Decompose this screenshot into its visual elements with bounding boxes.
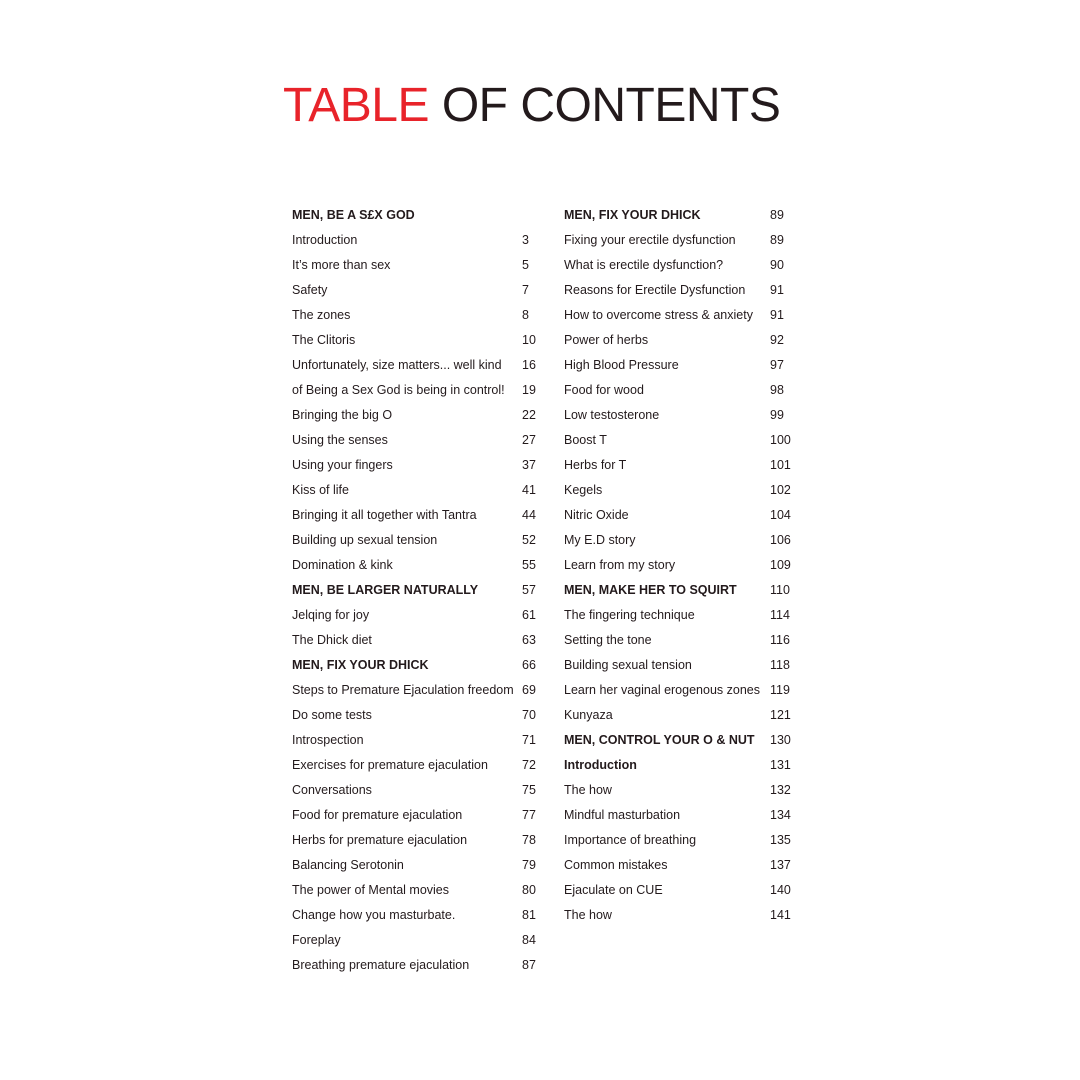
toc-entry — [564, 627, 796, 652]
toc-entry — [292, 552, 542, 577]
toc-page-number: 16 — [522, 357, 536, 372]
toc-page-number: 118 — [770, 657, 790, 672]
toc-entry — [292, 402, 542, 427]
toc-entry-label: Steps to Premature Ejaculation freedom — [292, 682, 514, 697]
toc-entry — [564, 852, 796, 877]
toc-entry-label: Bringing it all together with Tantra — [292, 507, 477, 522]
toc-entry-label: MEN, BE LARGER NATURALLY — [292, 582, 479, 597]
toc-entry-label: High Blood Pressure — [564, 357, 679, 372]
toc-entry-label: Unfortunately, size matters... well kind — [292, 357, 502, 372]
toc-entry — [564, 827, 796, 852]
toc-page-number: 89 — [770, 232, 784, 247]
toc-entry — [292, 852, 542, 877]
toc-page-number: 8 — [522, 307, 529, 322]
toc-entry-label: Food for wood — [564, 382, 644, 397]
toc-entry-label: Safety — [292, 282, 328, 297]
toc-entry-label: Domination & kink — [292, 557, 393, 572]
toc-entry-label: Kiss of life — [292, 482, 349, 497]
toc-entry — [564, 252, 796, 277]
toc-page-number: 61 — [522, 607, 536, 622]
toc-page-number: 79 — [522, 857, 536, 872]
toc-entry-label: Building sexual tension — [564, 657, 692, 672]
toc-page-number: 106 — [770, 532, 791, 547]
toc-entry-label: Nitric Oxide — [564, 507, 629, 522]
toc-entry-label: Using your fingers — [292, 457, 393, 472]
toc-entry — [564, 877, 796, 902]
toc-entry — [564, 452, 796, 477]
toc-entry-label: Breathing premature ejaculation — [292, 957, 470, 972]
toc-entry — [564, 227, 796, 252]
toc-entry — [292, 377, 542, 402]
toc-entry-label: Introduction — [292, 232, 358, 247]
toc-entry — [292, 327, 542, 352]
toc-page-number: 80 — [522, 882, 536, 897]
toc-section-heading — [292, 577, 542, 602]
toc-entry — [292, 777, 542, 802]
toc-page-number: 141 — [770, 907, 791, 922]
toc-page-number: 72 — [522, 757, 536, 772]
toc-section-heading — [564, 577, 796, 602]
toc-page-number: 10 — [522, 332, 536, 347]
toc-entry — [564, 702, 796, 727]
toc-entry — [292, 252, 542, 277]
toc-page-number: 91 — [770, 282, 784, 297]
toc-page-number: 130 — [770, 732, 791, 747]
toc-entry — [564, 602, 796, 627]
toc-page-number: 84 — [522, 932, 536, 947]
toc-entry-label: Setting the tone — [564, 632, 652, 647]
toc-page-number: 69 — [522, 682, 536, 697]
toc-page-number: 3 — [522, 232, 529, 247]
toc-page-number: 44 — [522, 507, 536, 522]
toc-entry — [292, 752, 542, 777]
toc-entry-label: My E.D story — [564, 532, 636, 547]
toc-page-number: 114 — [770, 607, 790, 622]
toc-entry — [564, 377, 796, 402]
toc-page-number: 7 — [522, 282, 529, 297]
toc-entry-label: The Clitoris — [292, 332, 356, 347]
toc-page-number: 41 — [522, 482, 536, 497]
toc-page-number: 121 — [770, 707, 791, 722]
toc-left-column — [292, 202, 542, 977]
toc-entry — [564, 802, 796, 827]
toc-entry — [564, 902, 796, 927]
toc-page-number: 134 — [770, 807, 791, 822]
toc-entry — [292, 277, 542, 302]
toc-page-number: 75 — [522, 782, 536, 797]
toc-entry-label: What is erectile dysfunction? — [564, 257, 724, 272]
toc-entry — [564, 477, 796, 502]
toc-page-number: 98 — [770, 382, 784, 397]
toc-entry — [292, 702, 542, 727]
toc-page-number: 109 — [770, 557, 791, 572]
toc-entry-label: Introspection — [292, 732, 364, 747]
toc-entry-label: Learn her vaginal erogenous zones — [564, 682, 760, 697]
toc-entry-label: Exercises for premature ejaculation — [292, 757, 488, 772]
toc-page-number: 100 — [770, 432, 791, 447]
toc-entry-label: Balancing Serotonin — [292, 857, 404, 872]
toc-entry — [292, 427, 542, 452]
toc-page-number: 78 — [522, 832, 536, 847]
toc-entry-label: MEN, BE A S£X GOD — [292, 207, 415, 222]
toc-entry-label: The how — [564, 782, 612, 797]
toc-entry-label: Building up sexual tension — [292, 532, 438, 547]
toc-entry-label: Fixing your erectile dysfunction — [564, 232, 736, 247]
toc-entry — [292, 302, 542, 327]
toc-page-number: 52 — [522, 532, 536, 547]
toc-entry — [564, 652, 796, 677]
toc-page-number: 104 — [770, 507, 791, 522]
toc-page-number: 101 — [770, 457, 791, 472]
toc-entry-label: Mindful masturbation — [564, 807, 681, 822]
toc-entry — [292, 602, 542, 627]
toc-page-number: 119 — [770, 682, 790, 697]
toc-entry-label: Kunyaza — [564, 707, 613, 722]
toc-entry-label: Introduction — [564, 757, 637, 772]
toc-section-heading — [564, 727, 796, 752]
toc-entry-label: How to overcome stress & anxiety — [564, 307, 753, 322]
title-accent-word: TABLE — [283, 79, 429, 132]
toc-entry — [292, 827, 542, 852]
toc-page-number: 132 — [770, 782, 791, 797]
toc-entry-label: Reasons for Erectile Dysfunction — [564, 282, 746, 297]
toc-entry — [292, 727, 542, 752]
toc-entry — [564, 527, 796, 552]
toc-entry-label: Herbs for T — [564, 457, 627, 472]
toc-entry — [564, 677, 796, 702]
toc-entry-label: Importance of breathing — [564, 832, 697, 847]
toc-entry — [564, 327, 796, 352]
toc-page-number: 137 — [770, 857, 791, 872]
toc-page-number: 90 — [770, 257, 784, 272]
toc-entry — [292, 627, 542, 652]
toc-entry-label: Bringing the big O — [292, 407, 393, 422]
toc-entry-label: Ejaculate on CUE — [564, 882, 663, 897]
toc-page-number: 91 — [770, 307, 784, 322]
toc-page-number: 135 — [770, 832, 791, 847]
toc-entry-label: of Being a Sex God is being in control! — [292, 382, 505, 397]
toc-entry-label: MEN, CONTROL YOUR O & NUT — [564, 732, 755, 747]
toc-entry-label: Herbs for premature ejaculation — [292, 832, 468, 847]
toc-entry-label: The fingering technique — [564, 607, 695, 622]
toc-entry — [292, 352, 542, 377]
toc-page-number: 55 — [522, 557, 536, 572]
toc-page-number: 97 — [770, 357, 784, 372]
toc-entry — [564, 352, 796, 377]
toc-section-heading — [292, 202, 542, 227]
toc-entry — [292, 227, 542, 252]
toc-page-number: 27 — [522, 432, 536, 447]
toc-entry — [564, 777, 796, 802]
toc-page-number: 66 — [522, 657, 536, 672]
toc-page-number: 22 — [522, 407, 536, 422]
toc-entry — [564, 302, 796, 327]
toc-entry-label: Using the senses — [292, 432, 388, 447]
toc-page-number: 77 — [522, 807, 536, 822]
toc-page-number: 70 — [522, 707, 536, 722]
toc-entry-label: Kegels — [564, 482, 603, 497]
toc-entry — [292, 902, 542, 927]
toc-entry-label: Food for premature ejaculation — [292, 807, 463, 822]
toc-page-number: 71 — [522, 732, 536, 747]
toc-entry-label: The how — [564, 907, 612, 922]
toc-entry-label: Change how you masturbate. — [292, 907, 456, 922]
toc-entry-label: Learn from my story — [564, 557, 676, 572]
toc-page-number: 5 — [522, 257, 529, 272]
toc-entry-label: Common mistakes — [564, 857, 668, 872]
toc-section-heading — [564, 202, 796, 227]
toc-page-number: 57 — [522, 582, 536, 597]
toc-entry — [564, 552, 796, 577]
toc-entry — [292, 927, 542, 952]
toc-page-number: 110 — [770, 582, 790, 597]
toc-entry-label: Boost T — [564, 432, 607, 447]
toc-entry-label: The power of Mental movies — [292, 882, 450, 897]
toc-entry — [564, 502, 796, 527]
toc-page-number: 63 — [522, 632, 536, 647]
toc-entry — [292, 802, 542, 827]
toc-entry-label: Power of herbs — [564, 332, 649, 347]
toc-entry-label: Do some tests — [292, 707, 372, 722]
toc-entry-label: It’s more than sex — [292, 257, 391, 272]
toc-page-number: 81 — [522, 907, 536, 922]
toc-entry — [564, 402, 796, 427]
toc-page-number: 116 — [770, 632, 790, 647]
toc-entry-label: MEN, FIX YOUR DHICK — [292, 657, 429, 672]
toc-entry — [292, 527, 542, 552]
toc-page-number: 99 — [770, 407, 784, 422]
toc-entry — [292, 502, 542, 527]
toc-page-number: 140 — [770, 882, 791, 897]
toc-page-number: 37 — [522, 457, 536, 472]
toc-entry — [292, 477, 542, 502]
toc-entry — [292, 877, 542, 902]
toc-entry-label: Low testosterone — [564, 407, 660, 422]
toc-section-heading — [292, 652, 542, 677]
toc-entry — [292, 952, 542, 977]
toc-entry-label: Foreplay — [292, 932, 341, 947]
toc-page-number: 89 — [770, 207, 784, 222]
toc-entry-label: MEN, FIX YOUR DHICK — [564, 207, 701, 222]
toc-page-number: 87 — [522, 957, 536, 972]
toc-entry — [292, 452, 542, 477]
toc-entry — [292, 677, 542, 702]
toc-page-number: 131 — [770, 757, 791, 772]
toc-entry-label: MEN, MAKE HER TO SQUIRT — [564, 582, 737, 597]
page-title — [283, 78, 780, 134]
toc-entry-label: The Dhick diet — [292, 632, 372, 647]
toc-page-number: 92 — [770, 332, 784, 347]
toc-entry — [564, 427, 796, 452]
toc-page-number: 19 — [522, 382, 536, 397]
toc-page-number: 102 — [770, 482, 791, 497]
toc-entry-label: Conversations — [292, 782, 372, 797]
toc-right-column — [564, 202, 796, 927]
toc-entry-label: The zones — [292, 307, 351, 322]
toc-entry — [564, 277, 796, 302]
toc-entry — [564, 752, 796, 777]
toc-entry-label: Jelqing for joy — [292, 607, 370, 622]
title-rest: OF CONTENTS — [429, 79, 781, 132]
